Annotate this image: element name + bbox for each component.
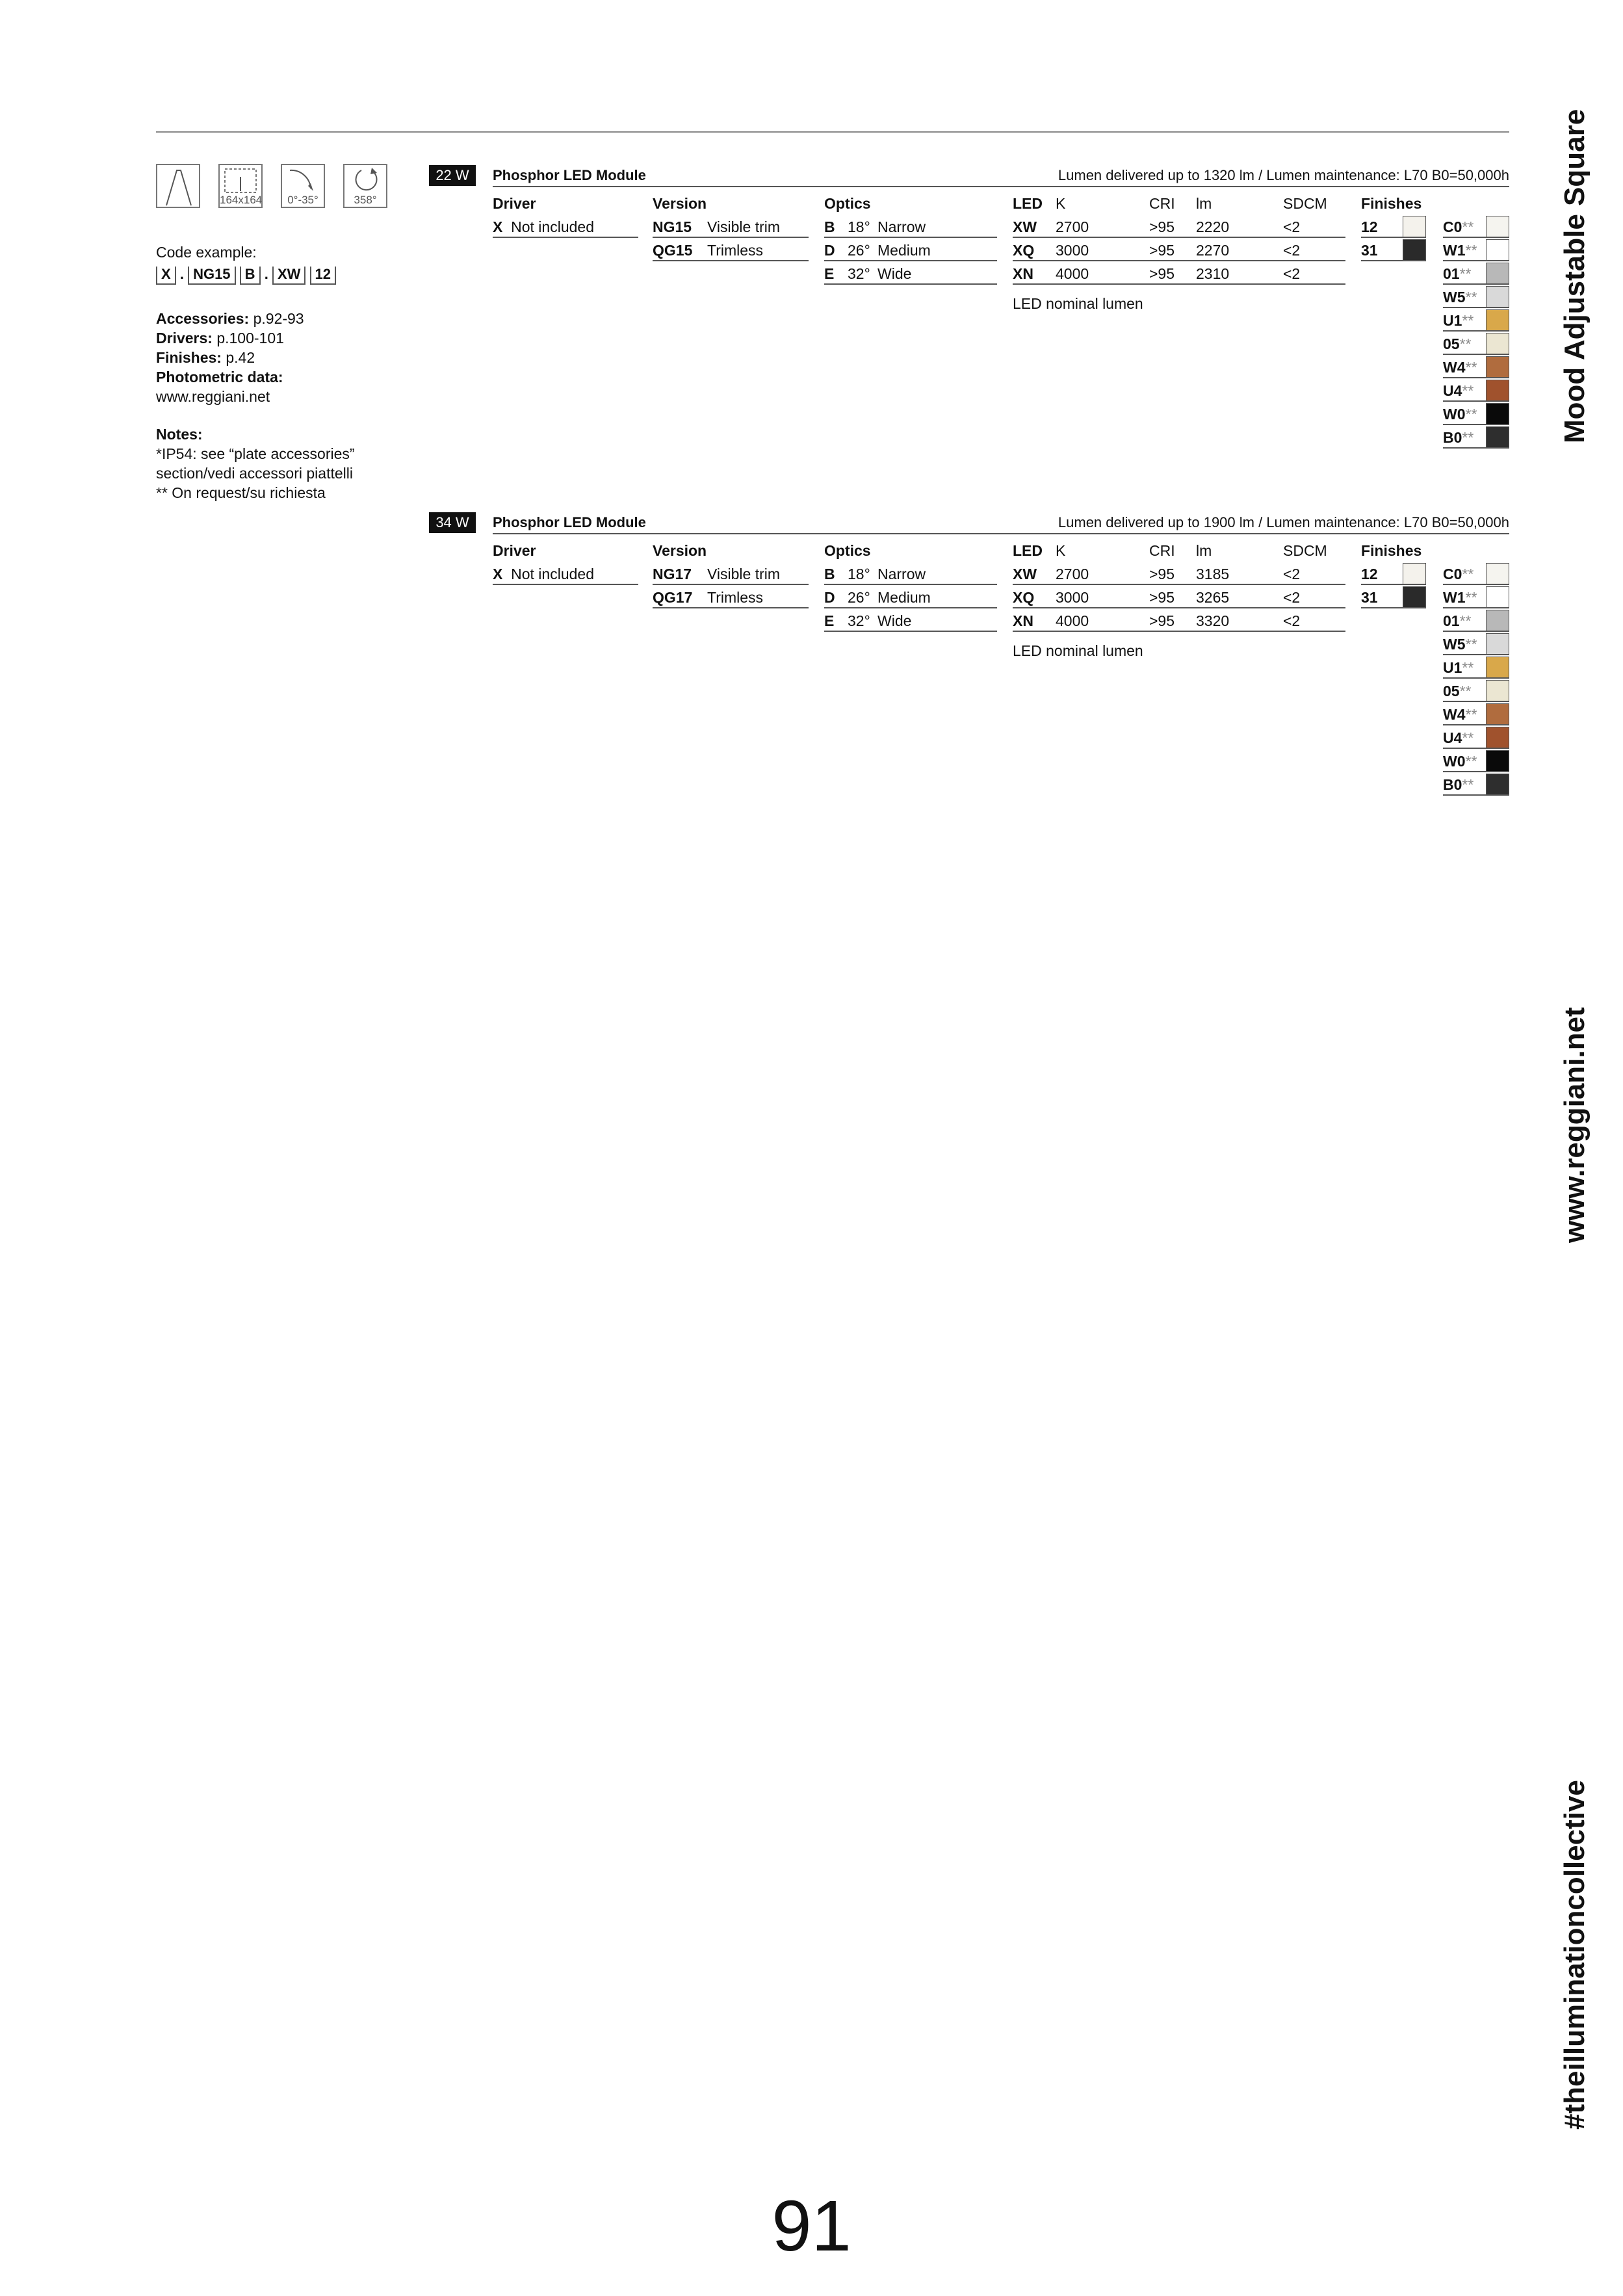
cutout-size-icon xyxy=(218,164,263,208)
tilt-angle-label: 0°-35° xyxy=(287,194,318,206)
finish-row-W5: W5** xyxy=(1443,633,1509,655)
section-22w xyxy=(429,165,1509,464)
finish-row-W0: W0** xyxy=(1443,403,1509,425)
drivers-line: Drivers: p.100-101 xyxy=(156,330,284,346)
finish-swatch xyxy=(1486,774,1509,795)
finishes-header: Finishes xyxy=(1361,542,1422,559)
finish-row-W1: W1** xyxy=(1443,239,1509,261)
optics-row: B 18° Narrow xyxy=(824,563,997,585)
finish-swatch xyxy=(1486,333,1509,354)
lumen-info: Lumen delivered up to 1900 lm / Lumen maintenance: L70 B0=50,000h xyxy=(1058,514,1509,530)
finish-row-05: 05** xyxy=(1443,680,1509,702)
finish-row-B0: B0** xyxy=(1443,426,1509,449)
finish-swatch xyxy=(1486,216,1509,237)
optics-row: D 26° Medium xyxy=(824,239,997,261)
finish-swatch xyxy=(1486,680,1509,701)
finish-swatch xyxy=(1486,426,1509,448)
led-nominal-note: LED nominal lumen xyxy=(1013,642,1143,659)
finish-swatch xyxy=(1486,286,1509,307)
finish-row-W1: W1** xyxy=(1443,586,1509,608)
code-part-optics: B xyxy=(240,267,261,285)
finish-row-U4: U4** xyxy=(1443,380,1509,402)
optics-row: D 26° Medium xyxy=(824,586,997,608)
code-part-finish: 12 xyxy=(310,267,336,285)
finish-swatch xyxy=(1486,239,1509,261)
lumen-info: Lumen delivered up to 1320 lm / Lumen maintenance: L70 B0=50,000h xyxy=(1058,167,1509,183)
finish-row-U4: U4** xyxy=(1443,727,1509,749)
led-row: XW 2700 >95 3185 <2 xyxy=(1013,563,1345,585)
finish-row-05: 05** xyxy=(1443,333,1509,355)
notes-label: Notes: xyxy=(156,426,203,443)
finish-swatch xyxy=(1403,239,1426,261)
code-example-label: Code example: xyxy=(156,244,257,261)
finish-row: 12 xyxy=(1361,563,1426,585)
sdcm-header: SDCM xyxy=(1283,195,1327,212)
rotation-icon xyxy=(343,164,387,208)
led-row: XQ 3000 >95 3265 <2 xyxy=(1013,586,1345,608)
finish-swatch xyxy=(1486,403,1509,424)
section-34w xyxy=(429,512,1509,811)
note-on-request: ** On request/su richiesta xyxy=(156,484,326,501)
rotation-label: 358° xyxy=(354,194,377,206)
finish-row-C0: C0** xyxy=(1443,216,1509,238)
code-part-led: XW xyxy=(272,267,305,285)
finishes-line: Finishes: p.42 xyxy=(156,349,255,366)
page-number: 91 xyxy=(772,2186,851,2266)
code-part-version: NG15 xyxy=(188,267,235,285)
finish-swatch xyxy=(1486,380,1509,401)
k-header: K xyxy=(1056,542,1066,559)
driver-header: Driver xyxy=(493,195,536,212)
optics-header: Optics xyxy=(824,542,871,559)
photometric-link[interactable]: www.reggiani.net xyxy=(156,388,270,405)
finish-swatch xyxy=(1486,356,1509,378)
top-rule xyxy=(156,131,1509,133)
references xyxy=(156,309,416,406)
wattage-badge: 34 W xyxy=(429,512,476,533)
website-link[interactable]: www.reggiani.net xyxy=(1559,1007,1591,1243)
cri-header: CRI xyxy=(1149,542,1175,559)
section-rule xyxy=(493,533,1509,534)
finish-swatch xyxy=(1403,586,1426,608)
finishes-header: Finishes xyxy=(1361,195,1422,212)
accessories-line: Accessories: p.92-93 xyxy=(156,310,304,327)
finish-row: 31 xyxy=(1361,586,1426,608)
finish-row-W5: W5** xyxy=(1443,286,1509,308)
cutout-size-label: 164x164 xyxy=(220,194,263,206)
photometric-line: Photometric data: xyxy=(156,369,283,385)
finish-row-C0: C0** xyxy=(1443,563,1509,585)
wattage-badge: 22 W xyxy=(429,165,476,186)
notes xyxy=(156,424,429,502)
version-row: NG15 Visible trim xyxy=(653,216,809,238)
led-header: LED xyxy=(1013,542,1043,559)
version-header: Version xyxy=(653,195,707,212)
finish-row-01: 01** xyxy=(1443,263,1509,285)
optics-row: E 32° Wide xyxy=(824,610,997,632)
code-dot: . xyxy=(264,266,268,282)
note-ip54: *IP54: see “plate accessories” xyxy=(156,445,355,462)
led-nominal-note: LED nominal lumen xyxy=(1013,295,1143,312)
finish-swatch xyxy=(1486,563,1509,584)
led-row: XW 2700 >95 2220 <2 xyxy=(1013,216,1345,238)
finish-row-W0: W0** xyxy=(1443,750,1509,772)
module-title: Phosphor LED Module xyxy=(493,514,646,530)
driver-header: Driver xyxy=(493,542,536,559)
version-row: QG15 Trimless xyxy=(653,239,809,261)
led-header: LED xyxy=(1013,195,1043,212)
finish-row-01: 01** xyxy=(1443,610,1509,632)
finish-row-U1: U1** xyxy=(1443,657,1509,679)
finish-row-U1: U1** xyxy=(1443,309,1509,332)
finish-swatch xyxy=(1403,563,1426,584)
driver-row: X Not included xyxy=(493,216,638,238)
finish-swatch xyxy=(1403,216,1426,237)
led-row: XQ 3000 >95 2270 <2 xyxy=(1013,239,1345,261)
finish-row-W4: W4** xyxy=(1443,356,1509,378)
led-row: XN 4000 >95 2310 <2 xyxy=(1013,263,1345,285)
finish-swatch xyxy=(1486,586,1509,608)
note-ip54-cont: section/vedi accessori piattelli xyxy=(156,465,353,482)
finish-swatch xyxy=(1486,610,1509,631)
led-row: XN 4000 >95 3320 <2 xyxy=(1013,610,1345,632)
tilt-angle-icon xyxy=(281,164,325,208)
finish-swatch xyxy=(1486,657,1509,678)
lm-header: lm xyxy=(1196,195,1212,212)
finish-swatch xyxy=(1486,263,1509,284)
product-name: Mood Adjustable Square xyxy=(1559,109,1591,443)
section-rule xyxy=(493,186,1509,187)
k-header: K xyxy=(1056,195,1066,212)
version-row: QG17 Trimless xyxy=(653,586,809,608)
finish-swatch xyxy=(1486,727,1509,748)
optics-header: Optics xyxy=(824,195,871,212)
beam-angle-icon xyxy=(156,164,200,208)
sdcm-header: SDCM xyxy=(1283,542,1327,559)
hashtag: #theilluminationcollective xyxy=(1559,1780,1591,2130)
cri-header: CRI xyxy=(1149,195,1175,212)
driver-row: X Not included xyxy=(493,563,638,585)
finish-swatch xyxy=(1486,703,1509,725)
code-dot: . xyxy=(179,266,184,282)
finish-swatch xyxy=(1486,633,1509,655)
finish-row: 31 xyxy=(1361,239,1426,261)
module-title: Phosphor LED Module xyxy=(493,167,646,183)
version-header: Version xyxy=(653,542,707,559)
optics-row: E 32° Wide xyxy=(824,263,997,285)
finish-swatch xyxy=(1486,309,1509,331)
code-part-driver: X xyxy=(156,267,176,285)
finish-row: 12 xyxy=(1361,216,1426,238)
finish-row-B0: B0** xyxy=(1443,774,1509,796)
version-row: NG17 Visible trim xyxy=(653,563,809,585)
code-example xyxy=(156,266,336,285)
finish-row-W4: W4** xyxy=(1443,703,1509,725)
finish-swatch xyxy=(1486,750,1509,772)
lm-header: lm xyxy=(1196,542,1212,559)
optics-row: B 18° Narrow xyxy=(824,216,997,238)
